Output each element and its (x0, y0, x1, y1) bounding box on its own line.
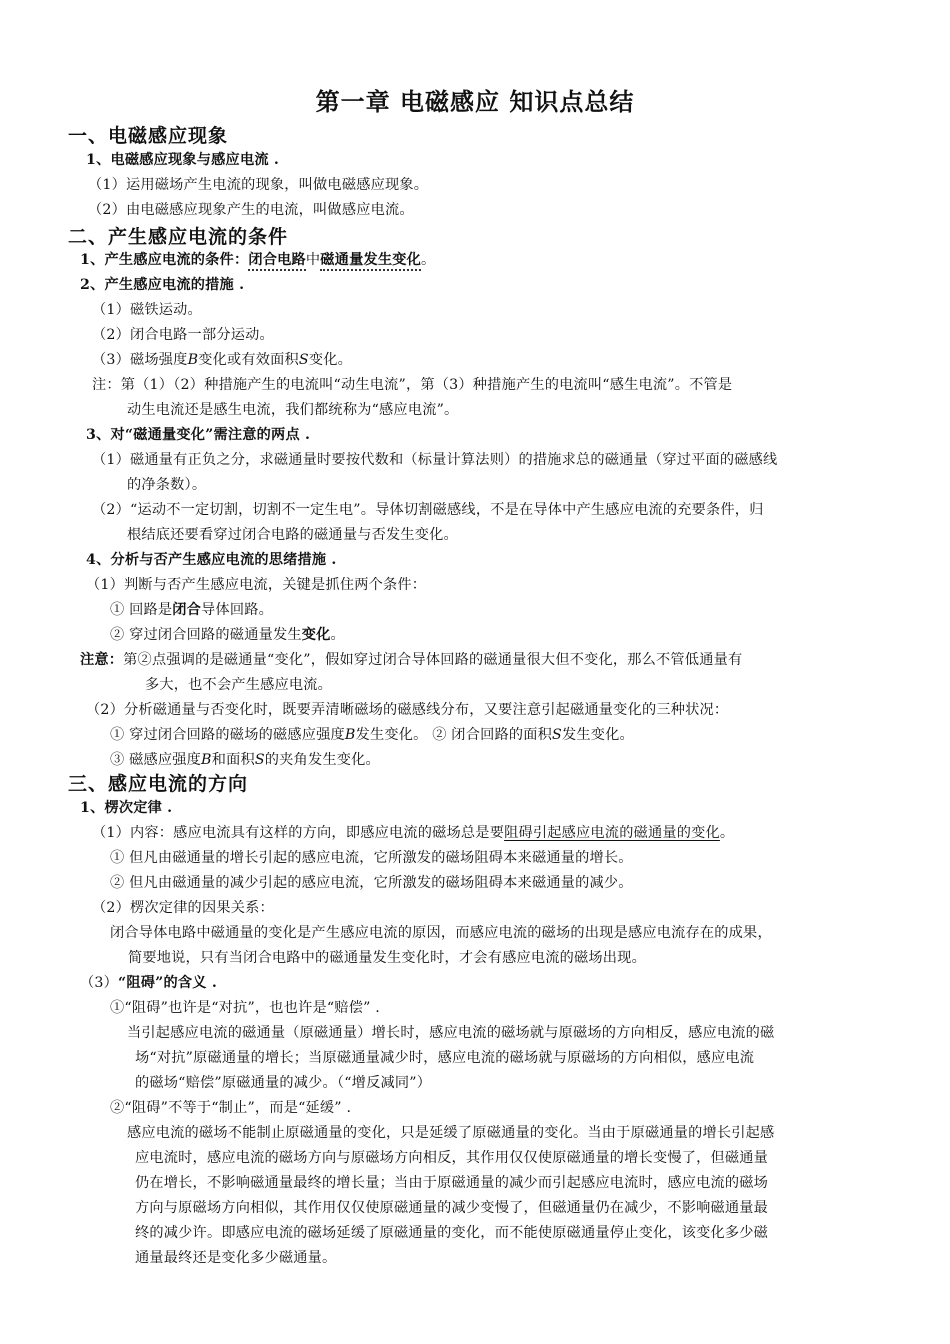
text-span: 。 (330, 627, 345, 643)
paragraph: 通量最终还是变化多少磁通量。 (135, 1250, 337, 1266)
emphasis-flux-change: 磁通量发生变化 (320, 252, 421, 271)
list-item: （1）磁铁运动。 (92, 302, 202, 318)
text-span: ① 回路是 (110, 602, 173, 618)
text-span: 变化或有效面积 (198, 352, 299, 368)
section-heading-1: 一、电磁感应现象 (68, 125, 229, 147)
paragraph: （2）“运动不一定切割，切割不一定生电”。导体切割磁感线，不是在导体中产生感应电流的充要条件，归 (92, 502, 764, 518)
subheading-2-4: 4、分析与否产生感应电流的思绪措施 . (86, 552, 337, 568)
symbol-S: S (552, 727, 562, 743)
condition-end: 。 (421, 252, 436, 268)
subheading-1-1: 1、电磁感应现象与感应电流 . (86, 152, 280, 168)
note-line-2: 动生电流还是感生电流，我们都统称为“感应电流”。 (127, 402, 459, 418)
subheading-2-2: 2、产生感应电流的措施 . (80, 277, 245, 293)
paragraph: （1）判断与否产生感应电流，关键是抓住两个条件： (86, 577, 427, 593)
paragraph: 简要地说，只有当闭合电路中的磁通量发生变化时，才会有感应电流的磁场出现。 (128, 950, 646, 966)
text-span: ② 穿过闭合回路的磁通量发生 (110, 627, 302, 643)
text-span: 第②点强调的是磁通量“变化”，假如穿过闭合导体回路的磁通量很大但不变化，那么不管低通量有 (123, 652, 743, 668)
condition-line (80, 250, 435, 270)
paragraph: （2）分析磁通量与否变化时，既要弄清晰磁场的磁感线分布，又要注意引起磁通量变化的三种状况： (86, 702, 729, 718)
text-span: ① 穿过闭合回路的磁场的磁感应强度 (110, 727, 345, 743)
text-span: （1）内容：感应电流具有这样的方向，即感应电流的磁场总是要 (92, 825, 505, 841)
list-item (110, 750, 380, 770)
attention-label: 注意： (80, 652, 124, 668)
list-item (110, 600, 273, 620)
paragraph: 方向与原磁场方向相似，其作用仅仅使原磁通量的减少变慢了，但磁通量仍在减少，不影响磁通量最 (135, 1200, 769, 1216)
paragraph: 的净条数）。 (127, 477, 207, 493)
subheading-2-3: 3、对“磁通量变化”需注意的两点 . (86, 427, 311, 443)
text-span: 发生变化。 (561, 727, 634, 743)
paragraph: 终的减少许。即感应电流的磁场延缓了原磁通量的变化，而不能使原磁通量停止变化，该变化多少磁 (135, 1225, 769, 1241)
emphasis-change: 变化 (301, 627, 331, 643)
condition-mid: 中 (305, 252, 321, 268)
text-span: 的夹角发生变化。 (264, 752, 380, 768)
paragraph: （2）楞次定律的因果关系： (92, 900, 274, 916)
subheading-3-1: 1、楞次定律 . (80, 800, 173, 816)
list-item: ①“阻碍”也许是“对抗”，也也许是“赔偿” . (110, 1000, 380, 1016)
section-heading-2: 二、产生感应电流的条件 (68, 226, 289, 248)
paragraph: 闭合导体电路中磁通量的变化是产生感应电流的原因，而感应电流的磁场的出现是感应电流存在的成果， (110, 925, 772, 941)
text-span: 。 (719, 825, 735, 841)
symbol-B: B (344, 727, 356, 743)
text-span: 发生变化。 ② 闭合回路的面积 (355, 727, 553, 743)
condition-prefix: 1、产生感应电流的条件： (80, 252, 249, 268)
list-item (110, 725, 634, 745)
paragraph (92, 823, 734, 843)
list-item: ② 但凡由磁通量的减少引起的感应电流，它所激发的磁场阻碍本来磁通量的减少。 (110, 875, 633, 891)
text-span: 导体回路。 (201, 602, 273, 618)
paragraph: 的磁场“赔偿”原磁通量的减少。（“增反减同”） (135, 1075, 432, 1091)
paragraph: 场“对抗”原磁通量的增长；当原磁通量减少时，感应电流的磁场就与原磁场的方向相似，感应电流 (135, 1050, 755, 1066)
note-line-1: 注：第（1）（2）种措施产生的电流叫“动生电流”，第（3）种措施产生的电流叫“感生电流”。不管是 (92, 377, 733, 393)
page-title: 第一章 电磁感应 知识点总结 (315, 87, 635, 116)
symbol-S: S (254, 752, 265, 768)
emphasis-closed-circuit: 闭合电路 (248, 252, 306, 271)
paragraph: 根结底还要看穿过闭合电路的磁通量与否发生变化。 (127, 527, 458, 543)
attention-line-2: 多大，也不会产生感应电流。 (145, 677, 333, 693)
subheading-3-3 (80, 973, 217, 993)
symbol-S: S (298, 352, 309, 368)
text-span: 变化。 (308, 352, 353, 368)
paragraph: 感应电流的磁场不能制止原磁通量的变化，只是延缓了原磁通量的变化。当由于原磁通量的增长引起感 (127, 1125, 775, 1141)
paragraph: （1）运用磁场产生电流的现象，叫做电磁感应现象。 (88, 177, 429, 193)
paragraph: 仍在增长，不影响磁通量最终的增长量；当由于原磁通量的减少而引起感应电流时，感应电流的磁场 (135, 1175, 769, 1191)
section-heading-3: 三、感应电流的方向 (68, 773, 249, 795)
paragraph: 当引起感应电流的磁通量（原磁通量）增长时，感应电流的磁场就与原磁场的方向相反，感应电流的磁 (127, 1025, 775, 1041)
list-item: ① 但凡由磁通量的增长引起的感应电流，它所激发的磁场阻碍本来磁通量的增长。 (110, 850, 633, 866)
paragraph: （2）由电磁感应现象产生的电流，叫做感应电流。 (88, 202, 414, 218)
text-span: 和面积 (211, 752, 255, 768)
list-item: （2）闭合电路一部分运动。 (92, 327, 274, 343)
emphasis-closed: 闭合 (172, 602, 202, 618)
text-span: ③ 磁感应强度 (110, 752, 202, 768)
list-item (92, 350, 352, 370)
symbol-B: B (187, 352, 199, 368)
paragraph: 应电流时，感应电流的磁场方向与原磁场方向相反，其作用仅仅使原磁通量的增长变慢了，但磁通量 (135, 1150, 769, 1166)
text-span: （3）磁场强度 (92, 352, 188, 368)
list-item (110, 625, 345, 645)
attention-line-1 (80, 650, 742, 670)
text-span: （3） (80, 975, 119, 991)
list-item: ②“阻碍”不等于“制止”，而是“延缓” . (110, 1100, 352, 1116)
text-span: “阻碍”的含义 . (118, 975, 217, 991)
underlined-key-phrase: 阻碍引起感应电流的磁通量的变化 (504, 825, 720, 841)
symbol-B: B (201, 752, 212, 768)
paragraph: （1）磁通量有正负之分，求磁通量时要按代数和（标量计算法则）的措施求总的磁通量（穿过平面的磁感线 (92, 452, 778, 468)
